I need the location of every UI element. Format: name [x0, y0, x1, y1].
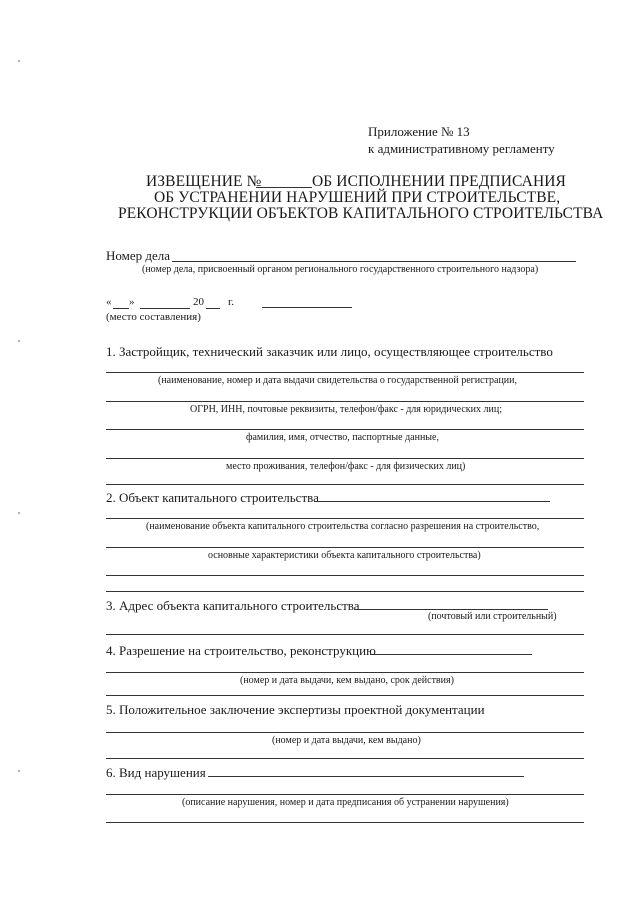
- place-field[interactable]: [262, 307, 352, 308]
- scan-mark: [18, 770, 20, 772]
- section2-hint2: основные характеристики объекта капитального строительства): [208, 550, 481, 561]
- section2-hint1: (наименование объекта капитального строительства согласно разрешения на строительство,: [146, 521, 540, 532]
- scan-mark: [18, 512, 20, 514]
- section1-field-line[interactable]: [106, 458, 584, 459]
- section2-label: 2. Объект капитального строительства: [106, 490, 319, 505]
- section1-hint3: фамилия, имя, отчество, паспортные данные,: [246, 432, 439, 443]
- section4-field-inline[interactable]: [370, 654, 532, 655]
- date-open-quote: «: [106, 296, 112, 308]
- date-month-field[interactable]: [140, 308, 190, 309]
- section5-label: 5. Положительное заключение экспертизы проектной документации: [106, 702, 485, 717]
- title-line1-start: ИЗВЕЩЕНИЕ №: [146, 173, 262, 190]
- case-number-label: Номер дела: [106, 248, 171, 263]
- section4-field-line[interactable]: [106, 695, 584, 696]
- section3-label: 3. Адрес объекта капитального строительства: [106, 598, 360, 613]
- case-number-field[interactable]: [172, 261, 576, 262]
- section1-field-line[interactable]: [106, 372, 584, 373]
- section1-hint2: ОГРН, ИНН, почтовые реквизиты, телефон/факс - для юридических лиц;: [190, 404, 502, 415]
- appendix-number: Приложение № 13: [368, 124, 470, 139]
- section2-field-inline[interactable]: [314, 501, 550, 502]
- section2-field-line[interactable]: [106, 575, 584, 576]
- section5-field-line[interactable]: [106, 732, 584, 733]
- section1-hint4: место проживания, телефон/факс - для физических лиц): [226, 461, 466, 472]
- section2-field-line[interactable]: [106, 591, 584, 592]
- place-hint: (место составления): [106, 311, 201, 323]
- case-number-hint: (номер дела, присвоенный органом регионального государственного строительного надзора): [142, 264, 539, 275]
- section3-field-line[interactable]: [106, 634, 584, 635]
- notice-number-field[interactable]: [256, 187, 312, 188]
- section2-field-line[interactable]: [106, 518, 584, 519]
- date-day-field[interactable]: [113, 308, 129, 309]
- section4-label: 4. Разрешение на строительство, реконструкцию: [106, 643, 376, 658]
- date-close-quote: »: [129, 296, 135, 308]
- title-line1-end: ОБ ИСПОЛНЕНИИ ПРЕДПИСАНИЯ: [312, 173, 566, 190]
- scan-mark: [18, 340, 20, 342]
- section1-hint1: (наименование, номер и дата выдачи свидетельства о государственной регистрации,: [158, 375, 518, 386]
- section6-field-inline[interactable]: [208, 776, 524, 777]
- date-year-prefix: 20: [193, 296, 204, 308]
- date-year-field[interactable]: [206, 308, 220, 309]
- title-line3: РЕКОНСТРУКЦИИ ОБЪЕКТОВ КАПИТАЛЬНОГО СТРОИТЕЛЬСТВА: [118, 205, 604, 222]
- section1-field-line[interactable]: [106, 429, 584, 430]
- section3-field-inline[interactable]: [354, 609, 548, 610]
- section1-field-line[interactable]: [106, 401, 584, 402]
- section1-label: 1. Застройщик, технический заказчик или лицо, осуществляющее строительство: [106, 344, 553, 359]
- section4-hint: (номер и дата выдачи, кем выдано, срок действия): [240, 675, 454, 686]
- section6-field-line[interactable]: [106, 794, 584, 795]
- section5-field-line[interactable]: [106, 758, 584, 759]
- section6-field-line[interactable]: [106, 822, 584, 823]
- scan-mark: [18, 60, 20, 62]
- regulation-reference: к административному регламенту: [368, 141, 555, 156]
- date-year-suffix: г.: [228, 296, 235, 308]
- section6-hint: (описание нарушения, номер и дата предписания об устранении нарушения): [182, 797, 509, 808]
- section4-field-line[interactable]: [106, 672, 584, 673]
- section1-field-line[interactable]: [106, 484, 584, 485]
- section3-hint: (почтовый или строительный): [428, 611, 557, 622]
- section5-hint: (номер и дата выдачи, кем выдано): [272, 735, 421, 746]
- section2-field-line[interactable]: [106, 547, 584, 548]
- section6-label: 6. Вид нарушения: [106, 765, 206, 780]
- title-line2: ОБ УСТРАНЕНИИ НАРУШЕНИЙ ПРИ СТРОИТЕЛЬСТВЕ,: [154, 189, 561, 206]
